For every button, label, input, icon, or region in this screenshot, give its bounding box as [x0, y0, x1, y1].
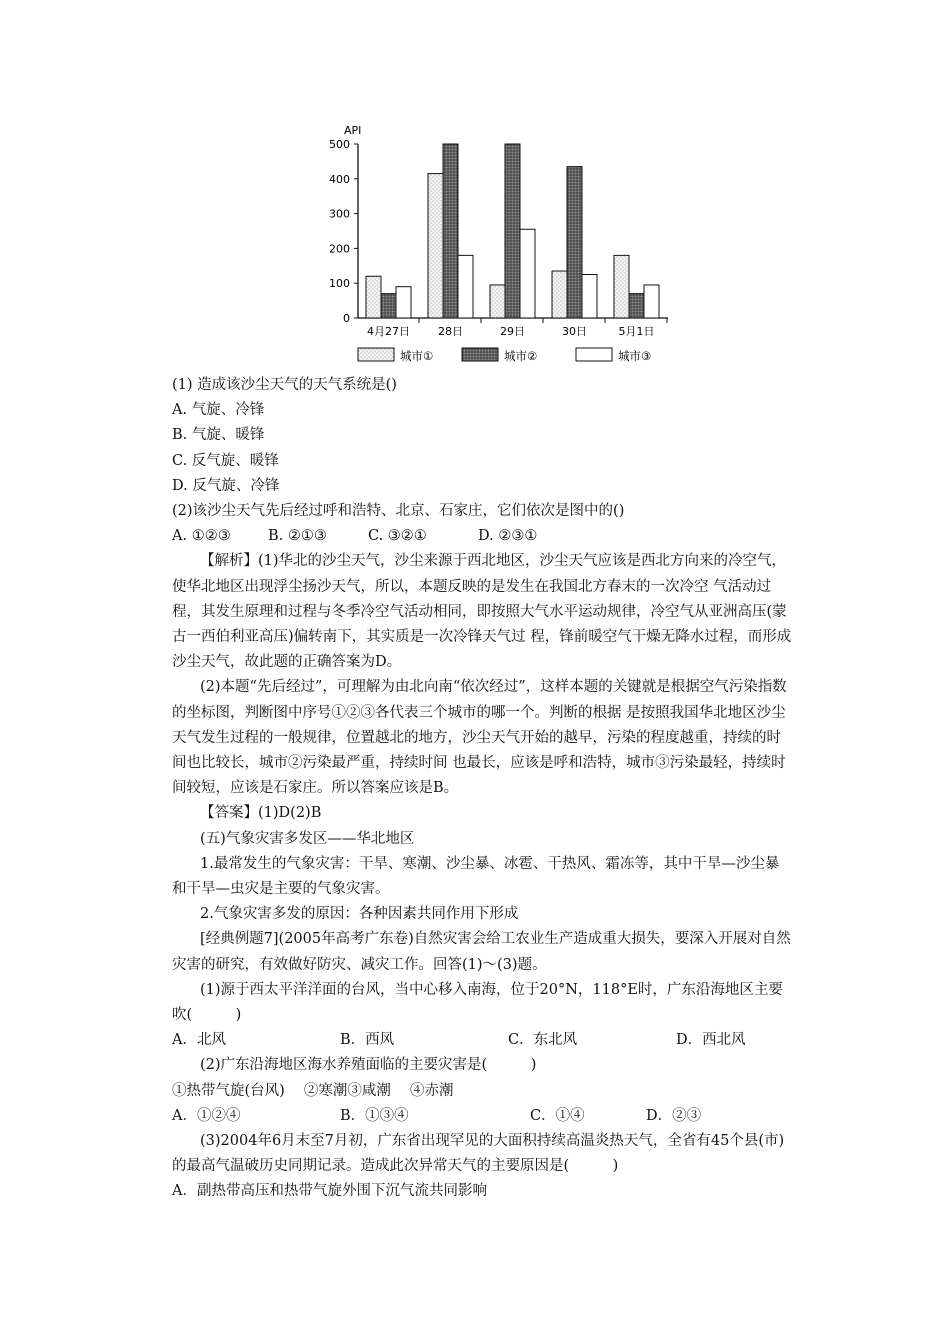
bar-series-1 — [614, 255, 629, 318]
bar-series-3 — [582, 275, 597, 319]
e2-option: A．①②④ — [172, 1107, 241, 1124]
bar-series-1 — [490, 285, 505, 318]
bar-series-3 — [644, 285, 659, 318]
q2-option: B. ②①③ — [268, 528, 327, 545]
e2-options — [172, 1104, 792, 1129]
api-bar-chart — [300, 120, 680, 375]
q1-stem: (1) 造成该沙尘天气的天气系统是() — [172, 377, 397, 393]
e2-option: D．②③ — [646, 1107, 702, 1124]
legend-label: 城市② — [504, 349, 538, 363]
x-tick-label: 29日 — [500, 325, 525, 338]
q1-option: C. 反气旋、暖锋 — [172, 452, 279, 469]
analysis-2: (2)本题“先后经过”，可理解为由北向南“依次经过”，这样本题的关键就是根据空气污染指数的坐标图，判断图中序号①②③各代表三个城市的哪一个。判断的根据 是按照我国华北地区沙尘天气发生过程的一般规律，位置越北的地方，沙尘天气开始的越早，污染的程度越重，持续的时间也比较长，城市②污染最严重，持续时间 也最长，应该是呼和浩特，城市③污染最轻，持续时间较短，应该是石家庄。所以答案应该是B。 — [172, 679, 787, 797]
analysis-1: 【解析】(1)华北的沙尘天气，沙尘来源于西北地区，沙尘天气应该是西北方向来的冷空气，使华北地区出现浮尘扬沙天气，所以，本题反映的是发生在我国北方春末的一次冷空 气活动过程，其发生原理和过程与冬季冷空气活动相同，即按照大气水平运动规律，冷空气从亚洲高压(蒙古一西伯利亚高压)偏转南下，其实质是一次冷锋天气过 程，锋前暖空气干燥无降水过程，而形成沙尘天气，故此题的正确答案为D。 — [172, 553, 792, 671]
y-tick-label: 500 — [329, 138, 350, 151]
legend-label: 城市① — [400, 349, 434, 363]
bar-series-2 — [381, 294, 396, 318]
q1-option: D. 反气旋、冷锋 — [172, 477, 280, 494]
bar-series-2 — [629, 294, 644, 318]
e3-option-a: A．副热带高压和热带气旋外围下沉气流共同影响 — [172, 1183, 487, 1200]
x-tick-label: 5月1日 — [618, 325, 655, 338]
legend-label: 城市③ — [618, 349, 652, 363]
q2-stem: (2)该沙尘天气先后经过呼和浩特、北京、石家庄，它们依次是图中的() — [172, 502, 625, 519]
q1-option: B. 气旋、暖锋 — [172, 427, 265, 444]
y-tick-label: 400 — [329, 172, 350, 186]
e1-option: C．东北风 — [508, 1032, 578, 1049]
y-tick-label: 100 — [329, 277, 350, 291]
example-7: [经典例题7](2005年高考广东卷)自然灾害会给工农业生产造成重大损失，要深入开展对自然灾害的研究，有效做好防灾、减灾工作。回答(1)～(3)题。 — [172, 931, 791, 973]
legend-swatch — [576, 348, 612, 361]
bar-series-1 — [552, 271, 567, 318]
q2-options — [172, 524, 792, 549]
e1-options — [172, 1028, 792, 1053]
x-tick-label: 4月27日 — [367, 325, 410, 338]
point-1: 1.最常发生的气象灾害：干旱、寒潮、沙尘暴、冰雹、干热风、霜冻等，其中干旱—沙尘暴和干旱—虫灾是主要的气象灾害。 — [172, 855, 780, 897]
e3-stem: (3)2004年6月末至7月初，广东省出现罕见的大面积持续高温炎热天气，全省有45个县(市)的最高气温破历史同期记录。造成此次异常天气的主要原因是( ) — [172, 1132, 785, 1175]
bar-series-1 — [428, 174, 443, 318]
e2-items: ①热带气旋(台风) ②寒潮③咸潮 ④赤潮 — [172, 1082, 454, 1099]
e1-stem: (1)源于西太平洋洋面的台风，当中心移入南海，位于20°N，118°E时，广东沿海地区主要吹( ) — [172, 981, 783, 1023]
bar-series-3 — [458, 255, 473, 318]
y-axis-label: API — [344, 124, 362, 137]
q1-option: A. 气旋、冷锋 — [172, 402, 265, 419]
answer: 【答案】(1)D(2)B — [200, 805, 322, 822]
legend-swatch — [358, 348, 394, 361]
y-tick-label: 0 — [343, 312, 350, 325]
e1-option: A．北风 — [172, 1032, 226, 1049]
q2-option: A. ①②③ — [172, 528, 231, 545]
section-heading: (五)气象灾害多发区——华北地区 — [200, 830, 415, 847]
legend-swatch — [462, 348, 498, 361]
y-tick-label: 300 — [329, 207, 350, 221]
bar-series-2 — [567, 167, 582, 318]
x-tick-label: 28日 — [438, 325, 463, 338]
bar-series-1 — [366, 276, 381, 318]
e2-option: C．①④ — [530, 1107, 585, 1124]
e2-option: B．①③④ — [340, 1107, 409, 1124]
q2-option: C. ③②① — [368, 528, 427, 545]
bar-series-2 — [505, 144, 520, 318]
e2-stem: (2)广东沿海地区海水养殖面临的主要灾害是( ) — [200, 1057, 537, 1074]
e1-option: D．西北风 — [676, 1032, 746, 1049]
point-2: 2.气象灾害多发的原因：各种因素共同作用下形成 — [200, 906, 519, 923]
bar-series-2 — [443, 144, 458, 318]
y-tick-label: 200 — [329, 242, 350, 256]
q2-option: D. ②③① — [478, 528, 538, 545]
e1-option: B．西风 — [340, 1032, 395, 1049]
bar-series-3 — [396, 287, 411, 318]
x-tick-label: 30日 — [562, 325, 587, 338]
bar-series-3 — [520, 229, 535, 318]
